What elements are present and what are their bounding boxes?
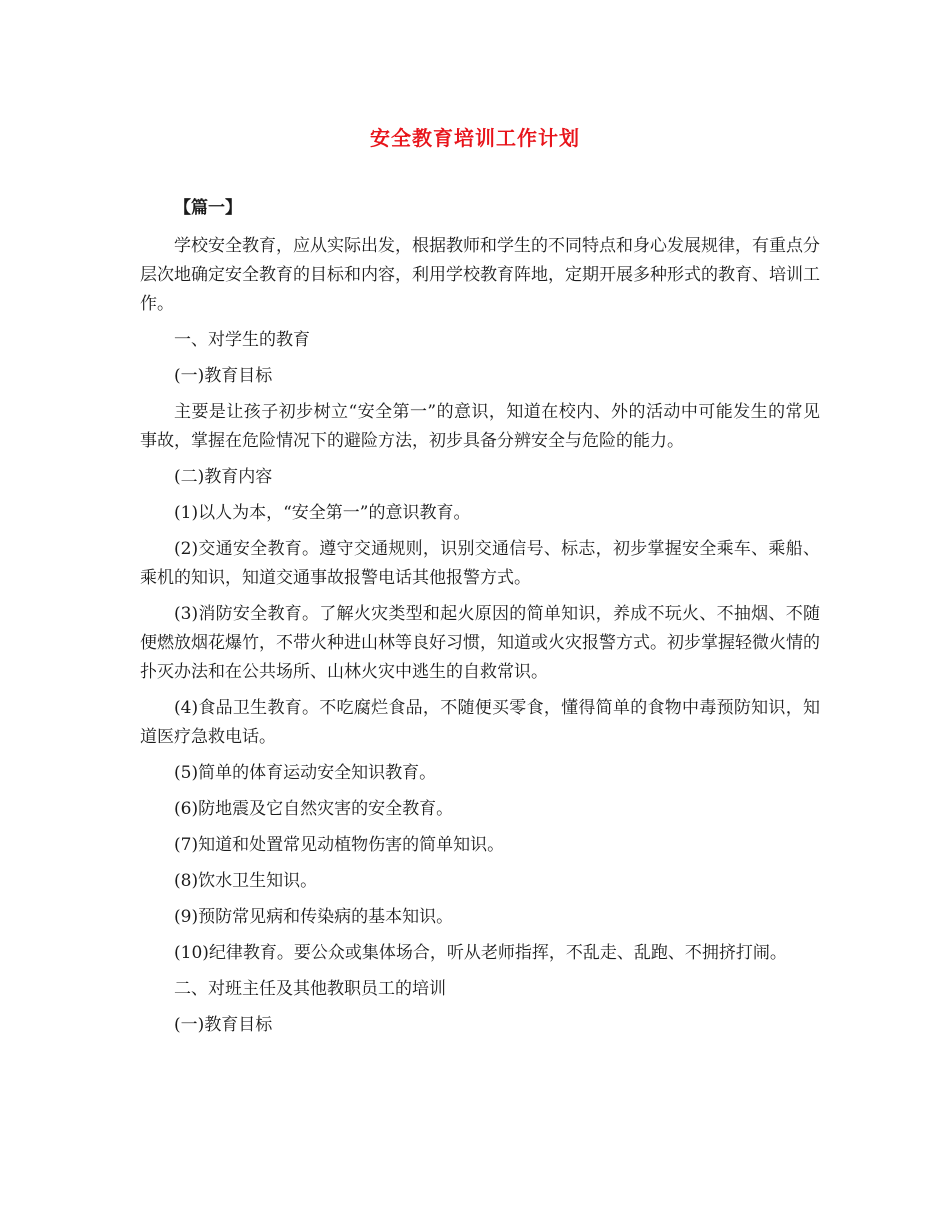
section-heading-staff: 二、对班主任及其他教职员工的培训 — [174, 979, 446, 999]
content-item-7: (7)知道和处置常见动植物伤害的简单知识。 — [174, 835, 505, 855]
content-item-3: (3)消防安全教育。了解火灾类型和起火原因的简单知识，养成不玩火、不抽烟、不随便燃放烟花爆竹，不带火种进山林等良好习惯，知道或火灾报警方式。初步掌握轻微火情的扑灭办法和在公共场所、山林火灾中逃生的自救常识。 — [140, 604, 820, 682]
subheading-goals: (一)教育目标 — [174, 366, 273, 386]
intro-paragraph: 学校安全教育，应从实际出发，根据教师和学生的不同特点和身心发展规律，有重点分层次地确定安全教育的目标和内容，利用学校教育阵地，定期开展多种形式的教育、培训工作。 — [140, 236, 820, 314]
content-item-6: (6)防地震及它自然灾害的安全教育。 — [174, 799, 454, 819]
section-label: 【篇一】 — [174, 198, 242, 218]
document-title: 安全教育培训工作计划 — [370, 126, 580, 150]
document-body — [140, 194, 820, 1047]
content-item-4: (4)食品卫生教育。不吃腐烂食品，不随便买零食，懂得简单的食物中毒预防知识，知道医疗急救电话。 — [140, 698, 820, 747]
subheading-content: (二)教育内容 — [174, 467, 273, 487]
content-item-1: (1)以人为本，“安全第一”的意识教育。 — [174, 503, 471, 523]
content-item-8: (8)饮水卫生知识。 — [174, 871, 318, 891]
content-item-9: (9)预防常见病和传染病的基本知识。 — [174, 907, 454, 927]
section-heading-students: 一、对学生的教育 — [174, 330, 310, 350]
content-item-2: (2)交通安全教育。遵守交通规则，识别交通信号、标志，初步掌握安全乘车、乘船、乘机的知识，知道交通事故报警电话其他报警方式。 — [140, 539, 820, 588]
goals-paragraph: 主要是让孩子初步树立“安全第一”的意识，知道在校内、外的活动中可能发生的常见事故，掌握在危险情况下的避险方法，初步具备分辨安全与危险的能力。 — [140, 402, 820, 451]
content-item-10: (10)纪律教育。要公众或集体场合，听从老师指挥，不乱走、乱跑、不拥挤打闹。 — [174, 943, 787, 963]
content-item-5: (5)简单的体育运动安全知识教育。 — [174, 763, 437, 783]
subheading-staff-goals: (一)教育目标 — [174, 1015, 273, 1035]
